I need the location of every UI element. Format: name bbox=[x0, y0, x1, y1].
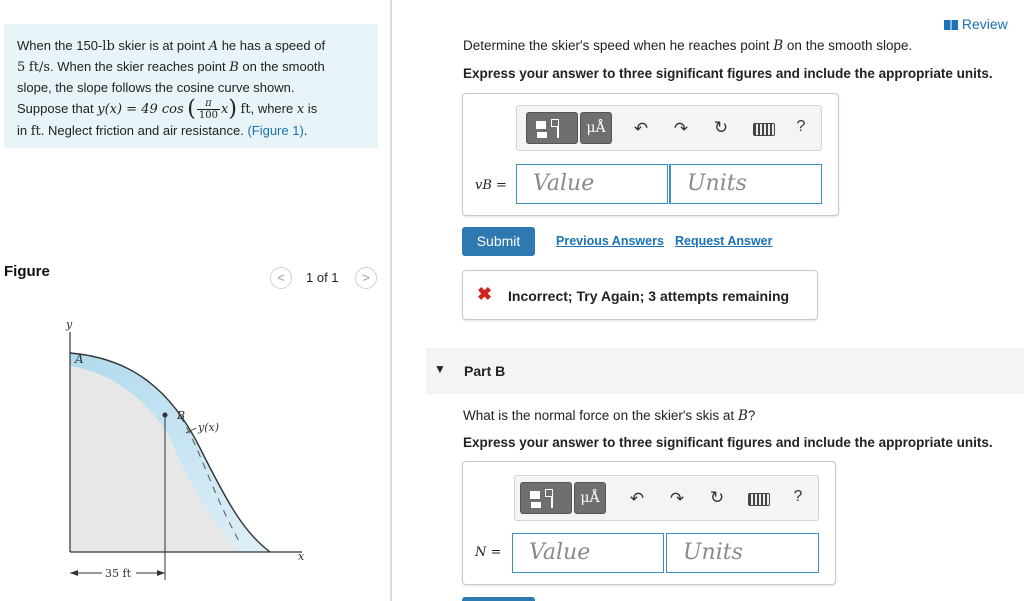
units-symbol-button[interactable]: μÅ bbox=[574, 482, 606, 514]
part-a-answer-box bbox=[462, 93, 839, 216]
reset-icon[interactable]: ↻ bbox=[713, 118, 729, 137]
part-b-equation-toolbar bbox=[514, 475, 819, 521]
part-a-question: Determine the skier's speed when he reaches point B on the smooth slope. bbox=[463, 38, 913, 54]
undo-icon[interactable]: ↶ bbox=[629, 489, 645, 508]
fraction: $\frac{\pi}{100}$ bbox=[198, 98, 218, 122]
next-figure-button[interactable]: > bbox=[355, 267, 377, 289]
vb-label: vB = bbox=[475, 178, 507, 193]
feedback-box bbox=[462, 270, 818, 320]
skier-marker bbox=[163, 413, 168, 418]
prev-figure-button[interactable]: < bbox=[270, 267, 292, 289]
dimension-arrow-right bbox=[157, 570, 165, 576]
keyboard-icon[interactable] bbox=[748, 493, 770, 506]
units-symbol-button[interactable]: μÅ bbox=[580, 112, 612, 144]
slope-figure bbox=[40, 318, 340, 588]
collapse-triangle-icon[interactable]: ▼ bbox=[434, 362, 446, 376]
template-button[interactable] bbox=[526, 112, 578, 144]
feedback-text: Incorrect; Try Again; 3 attempts remaining bbox=[508, 288, 790, 304]
previous-answers-link[interactable]: Previous Answers bbox=[556, 234, 664, 248]
keyboard-icon[interactable] bbox=[753, 123, 775, 136]
part-b-answer-box bbox=[462, 461, 836, 585]
label-a: A bbox=[75, 352, 84, 366]
figure-link[interactable]: (Figure 1) bbox=[247, 123, 304, 139]
label-b: B bbox=[177, 409, 186, 422]
part-b-submit-button[interactable] bbox=[462, 597, 535, 601]
n-label: N = bbox=[475, 545, 502, 560]
equation: y(x) = 49 cos bbox=[97, 102, 184, 117]
part-b-units-input[interactable]: Units bbox=[666, 533, 819, 573]
label-y: y bbox=[66, 318, 73, 331]
part-a-instruction: Express your answer to three significant figures and include the appropriate units. bbox=[463, 66, 993, 81]
problem-statement-panel bbox=[4, 24, 378, 148]
part-b-instruction: Express your answer to three significant figures and include the appropriate units. bbox=[463, 435, 993, 450]
book-icon bbox=[944, 20, 958, 30]
figure-heading: Figure bbox=[4, 263, 50, 280]
problem-text: When the 150-lb skier is at point A he has a speed of 5 ft/s. When the skier reaches point B on the smooth slope, the slope follows the cosine curve shown. Suppose that y(x) = 49 cos ( $\frac{\pi}{100}$ x) ft, where x is in ft. Neglect friction and air resistance. (Figure 1). bbox=[17, 38, 326, 140]
redo-icon[interactable]: ↷ bbox=[673, 119, 689, 138]
template-icon bbox=[530, 491, 540, 499]
pane-divider bbox=[390, 0, 392, 601]
error-x-icon: ✖ bbox=[477, 284, 493, 304]
part-a-units-input[interactable]: Units bbox=[669, 164, 822, 204]
template-button[interactable] bbox=[520, 482, 572, 514]
help-icon[interactable]: ? bbox=[796, 118, 806, 135]
label-35ft: 35 ft bbox=[105, 567, 131, 580]
help-icon[interactable]: ? bbox=[793, 488, 803, 505]
part-b-title: Part B bbox=[464, 363, 506, 379]
review-link[interactable]: Review bbox=[944, 16, 1008, 32]
part-b-header[interactable] bbox=[426, 348, 1024, 394]
undo-icon[interactable]: ↶ bbox=[633, 119, 649, 138]
submit-button[interactable]: Submit bbox=[462, 227, 535, 256]
label-x: x bbox=[298, 550, 305, 563]
figure-pager: 1 of 1 bbox=[306, 270, 339, 285]
label-yx: y(x) bbox=[198, 421, 220, 434]
redo-icon[interactable]: ↷ bbox=[669, 489, 685, 508]
part-a-value-input[interactable]: Value bbox=[516, 164, 668, 204]
part-b-value-input[interactable]: Value bbox=[512, 533, 664, 573]
dimension-arrow-left bbox=[70, 570, 78, 576]
part-a-equation-toolbar bbox=[516, 105, 822, 151]
request-answer-link[interactable]: Request Answer bbox=[675, 234, 773, 248]
reset-icon[interactable]: ↻ bbox=[709, 488, 725, 507]
template-icon bbox=[536, 121, 546, 129]
part-b-question: What is the normal force on the skier's skis at B? bbox=[463, 408, 756, 424]
